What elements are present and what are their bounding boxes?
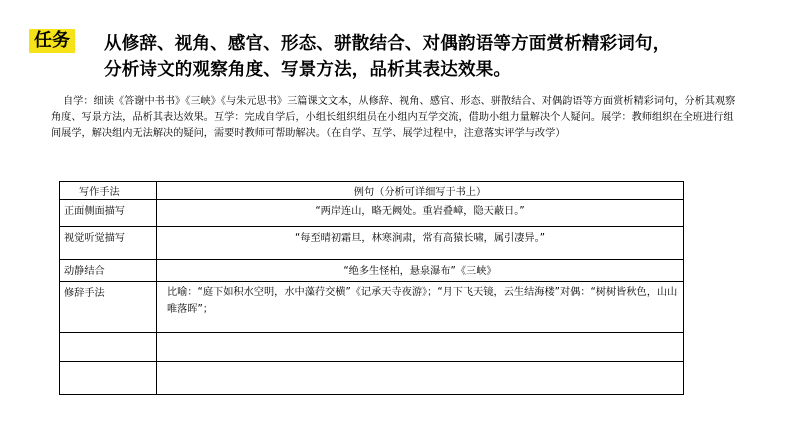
study-instructions: 自学：细读《答谢中书书》《三峡》《与朱元思书》三篇课文文本，从修辞、视角、感官、形态、骈散结合、对偶韵语等方面赏析精彩词句，分析其观察角度、写景方法，品析其表达效果。互学：完成自学后，小组长组织组员在小组内互学交流，借助小组力量解决个人疑问。展学：教师组织在全班进行组间展学，解决组内无法解决的疑问，需要时教师可帮助解决。（在自学、互学、展学过程中，注意落实评学与改学） [51,96,736,139]
table-row [60,333,684,362]
table-row [60,227,684,260]
table-header-row [60,182,684,200]
header-example: 例句（分析可详细写于书上） [157,182,684,200]
table-row [60,200,684,227]
method-cell: 视觉听觉描写 [60,227,157,260]
task-text-line-2: 分析诗文的观察角度、写景方法，品析其表达效果。 [104,60,512,80]
example-cell: “每至晴初霜旦，林寒涧肃，常有高猿长啸，属引凄异。” [157,227,684,260]
method-cell [60,333,157,362]
example-cell: 比喻：“庭下如积水空明，水中藻荇交横”《记承天寺夜游》；“月下飞天镜，云生结海楼”对偶：“树树皆秋色，山山唯落晖”； [157,282,684,333]
example-cell: “绝多生怪柏，悬泉瀑布”《三峡》 [157,260,684,282]
header-method: 写作手法 [60,182,157,200]
task-text-line-1: 从修辞、视角、感官、形态、骈散结合、对偶韵语等方面赏析精彩词句， [104,34,671,54]
example-cell: “两岸连山，略无阙处。重岩叠嶂，隐天蔽日。” [157,200,684,227]
example-cell [157,362,684,395]
task-badge: 任务 [29,29,75,53]
writing-methods-table [59,181,684,395]
method-cell [60,362,157,395]
method-cell: 动静结合 [60,260,157,282]
example-cell [157,333,684,362]
table-row [60,362,684,395]
table-row [60,260,684,282]
table-row [60,282,684,333]
method-cell: 正面侧面描写 [60,200,157,227]
method-cell: 修辞手法 [60,282,157,333]
